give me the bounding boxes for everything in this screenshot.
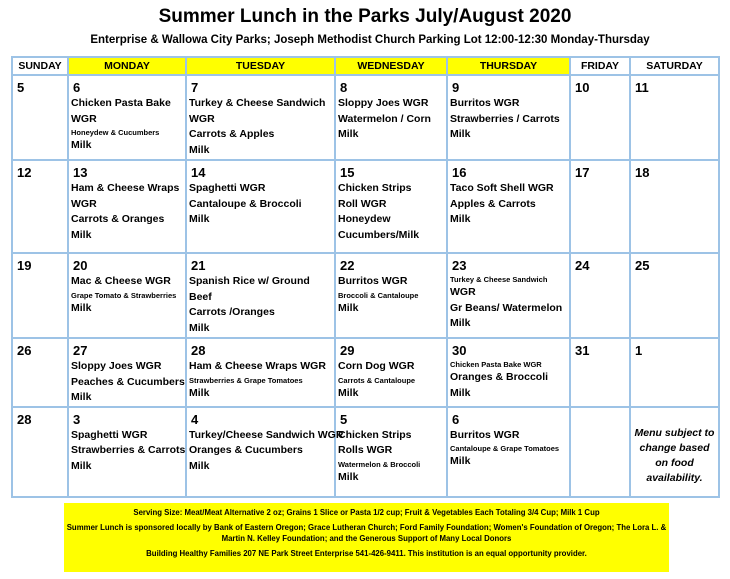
day-number: 28 bbox=[191, 343, 206, 358]
menu-item: Apples & Carrots bbox=[450, 197, 536, 210]
menu-item: Rolls WGR bbox=[338, 444, 393, 456]
menu-item: Oranges & Cucumbers bbox=[189, 444, 303, 456]
menu-item: Chicken Strips bbox=[338, 182, 412, 194]
menu-items bbox=[189, 359, 334, 401]
menu-item: Milk bbox=[338, 386, 359, 399]
menu-item: Spaghetti WGR bbox=[71, 428, 148, 441]
menu-item: Milk bbox=[450, 455, 471, 467]
menu-item: Carrots & Oranges bbox=[71, 213, 165, 225]
menu-item: Grape Tomato & Strawberries bbox=[71, 290, 177, 300]
day-cell-sun bbox=[12, 253, 68, 338]
sponsors-text: Summer Lunch is sponsored locally by Bank of Eastern Oregon; Grace Lutheran Church; Ford Family Foundation; Women's Foundation of Oregon; The Lora L. & Martin N. Kelley Foundation; and the Generous Support of Many Local Donors bbox=[66, 522, 667, 543]
menu-item: Peaches & Cucumbers bbox=[71, 375, 185, 388]
menu-item: Sloppy Joes WGR bbox=[71, 360, 162, 372]
week-row bbox=[12, 253, 719, 338]
day-number: 21 bbox=[191, 258, 206, 273]
day-number: 16 bbox=[452, 165, 467, 180]
menu-item: Carrots /Oranges bbox=[189, 306, 275, 318]
menu-item: Milk bbox=[450, 128, 471, 140]
day-number: 5 bbox=[17, 80, 25, 95]
day-number: 27 bbox=[73, 343, 88, 358]
day-cell-thu bbox=[447, 253, 570, 338]
menu-item: Taco Soft Shell WGR bbox=[450, 182, 554, 194]
menu-items bbox=[189, 428, 344, 475]
menu-item: Burritos WGR bbox=[338, 275, 408, 287]
day-number: 24 bbox=[575, 258, 590, 273]
day-cell-tue bbox=[186, 160, 335, 253]
menu-item: Milk bbox=[189, 213, 210, 225]
day-number: 9 bbox=[452, 80, 460, 95]
day-cell-fri bbox=[570, 253, 630, 338]
day-number: 10 bbox=[575, 80, 590, 95]
menu-items bbox=[338, 428, 446, 486]
weekday-header: MONDAY bbox=[68, 57, 186, 75]
menu-items bbox=[189, 96, 334, 158]
menu-items bbox=[338, 181, 446, 243]
day-cell-sat bbox=[630, 160, 719, 253]
day-cell-fri bbox=[570, 338, 630, 407]
menu-item: Milk bbox=[338, 470, 359, 483]
day-cell-mon bbox=[68, 253, 186, 338]
day-number: 14 bbox=[191, 165, 206, 180]
day-cell-fri bbox=[570, 75, 630, 160]
menu-item: Milk bbox=[450, 386, 471, 399]
week-row bbox=[12, 338, 719, 407]
menu-item: Milk bbox=[450, 317, 471, 329]
day-cell-wed bbox=[335, 338, 447, 407]
menu-item: Milk bbox=[450, 213, 471, 225]
weekday-header: FRIDAY bbox=[570, 57, 630, 75]
day-number: 26 bbox=[17, 343, 32, 358]
day-cell-tue bbox=[186, 338, 335, 407]
day-number: 13 bbox=[73, 165, 88, 180]
day-cell-wed bbox=[335, 407, 447, 497]
day-cell-tue bbox=[186, 75, 335, 160]
day-number: 20 bbox=[73, 258, 88, 273]
weekday-header: TUESDAY bbox=[186, 57, 335, 75]
week-row bbox=[12, 407, 719, 497]
serving-size-text: Serving Size: Meat/Meat Alternative 2 oz; Grains 1 Slice or Pasta 1/2 cup; Fruit & Vegetables Each Totaling 3/4 Cup; Milk 1 Cup bbox=[133, 508, 600, 517]
menu-item: WGR bbox=[450, 286, 476, 298]
weekday-header-row bbox=[12, 57, 719, 75]
day-number: 30 bbox=[452, 343, 467, 358]
day-number: 29 bbox=[340, 343, 355, 358]
menu-item: Milk bbox=[71, 228, 92, 241]
menu-item: Strawberries & Carrots bbox=[71, 444, 186, 456]
day-number: 11 bbox=[635, 80, 649, 95]
menu-item: Carrots & Apples bbox=[189, 128, 275, 140]
day-number: 8 bbox=[340, 80, 348, 95]
menu-item: Honeydew & Cucumbers bbox=[71, 128, 160, 137]
menu-item: Spanish Rice w/ Ground bbox=[189, 275, 310, 287]
contact-text: Building Healthy Families 207 NE Park Street Enterprise 541-426-9411. This institution is an equal opportunity provider. bbox=[146, 548, 587, 558]
weekday-header: SUNDAY bbox=[12, 57, 68, 75]
week-row bbox=[12, 160, 719, 253]
day-number: 1 bbox=[635, 343, 643, 358]
menu-item: WGR bbox=[189, 112, 215, 125]
menu-item: Gr Beans/ Watermelon bbox=[450, 301, 563, 314]
day-cell-mon bbox=[68, 338, 186, 407]
menu-items bbox=[71, 274, 185, 316]
menu-item: Watermelon / Corn bbox=[338, 112, 431, 125]
menu-item: Cucumbers/Milk bbox=[338, 228, 420, 241]
menu-item: Ham & Cheese Wraps bbox=[71, 182, 180, 194]
menu-item: Milk bbox=[71, 391, 92, 403]
day-cell-fri bbox=[570, 407, 630, 497]
menu-item: Ham & Cheese Wraps WGR bbox=[189, 360, 326, 372]
menu-item: Oranges & Broccoli bbox=[450, 371, 549, 383]
menu-item: Strawberries & Grape Tomatoes bbox=[189, 375, 303, 385]
menu-item: Strawberries / Carrots bbox=[450, 112, 560, 125]
page-subtitle: Enterprise & Wallowa City Parks; Joseph Methodist Church Parking Lot 12:00-12:30 Monday-Thursday bbox=[90, 34, 650, 46]
menu-items bbox=[450, 428, 569, 470]
menu-item: Milk bbox=[338, 128, 359, 140]
menu-item: Sloppy Joes WGR bbox=[338, 97, 429, 109]
day-cell-wed bbox=[335, 160, 447, 253]
menu-item: Watermelon & Broccoli bbox=[338, 459, 421, 469]
menu-item: Milk bbox=[189, 459, 210, 472]
day-number: 23 bbox=[452, 258, 467, 273]
menu-note: Menu subject to change based on food availability. bbox=[634, 426, 715, 484]
week-row bbox=[12, 75, 719, 160]
menu-item: Turkey & Cheese Sandwich bbox=[450, 275, 548, 284]
day-number: 6 bbox=[452, 411, 460, 427]
day-number: 6 bbox=[73, 80, 81, 95]
day-cell-sat bbox=[630, 75, 719, 160]
menu-item: Cantaloupe & Grape Tomatoes bbox=[450, 444, 560, 453]
day-cell-thu bbox=[447, 160, 570, 253]
menu-items bbox=[189, 274, 334, 336]
day-cell-mon bbox=[68, 75, 186, 160]
day-number: 5 bbox=[340, 411, 348, 427]
menu-item: Burritos WGR bbox=[450, 428, 520, 441]
menu-item: Turkey & Cheese Sandwich bbox=[189, 97, 326, 109]
menu-item: WGR bbox=[71, 197, 97, 210]
menu-items bbox=[450, 274, 569, 332]
menu-item: Milk bbox=[189, 143, 210, 156]
day-cell-thu bbox=[447, 75, 570, 160]
day-number: 12 bbox=[17, 165, 32, 180]
day-cell-tue bbox=[186, 407, 344, 497]
menu-item: Roll WGR bbox=[338, 197, 387, 210]
menu-item: Mac & Cheese WGR bbox=[71, 275, 171, 287]
day-number: 28 bbox=[17, 411, 32, 427]
day-cell-mon bbox=[68, 407, 186, 497]
day-cell-thu bbox=[447, 407, 570, 497]
weekday-header: THURSDAY bbox=[447, 57, 570, 75]
menu-item: Beef bbox=[189, 290, 212, 303]
menu-item: Milk bbox=[71, 459, 92, 472]
menu-items bbox=[450, 181, 569, 228]
menu-item: Milk bbox=[71, 139, 92, 151]
menu-item: Carrots & Cantaloupe bbox=[338, 375, 416, 385]
menu-item: Spaghetti WGR bbox=[189, 182, 266, 194]
menu-item: WGR bbox=[71, 112, 97, 125]
day-cell-sun bbox=[12, 407, 68, 497]
day-number: 17 bbox=[575, 165, 590, 180]
menu-item: Turkey/Cheese Sandwich WGR bbox=[189, 428, 344, 441]
day-cell-tue bbox=[186, 253, 335, 338]
day-number: 22 bbox=[340, 258, 355, 273]
menu-items bbox=[450, 359, 569, 401]
menu-item: Cantaloupe & Broccoli bbox=[189, 197, 302, 210]
menu-item: Milk bbox=[189, 386, 210, 399]
menu-items bbox=[71, 181, 185, 243]
menu-item: Burritos WGR bbox=[450, 97, 520, 109]
day-cell-mon bbox=[68, 160, 186, 253]
menu-item: Corn Dog WGR bbox=[338, 360, 415, 372]
menu-items bbox=[338, 359, 446, 401]
day-number: 18 bbox=[635, 165, 650, 180]
menu-item: Milk bbox=[189, 321, 210, 334]
menu-item: Chicken Pasta Bake WGR bbox=[450, 360, 542, 369]
day-cell-fri bbox=[570, 160, 630, 253]
menu-items bbox=[71, 359, 185, 406]
day-number: 4 bbox=[191, 411, 199, 427]
weekday-header: SATURDAY bbox=[630, 57, 719, 75]
day-cell-sat bbox=[630, 253, 719, 338]
menu-item: Milk bbox=[338, 301, 359, 314]
menu-items bbox=[338, 274, 446, 316]
day-cell-sun bbox=[12, 75, 68, 160]
day-cell-sat bbox=[630, 407, 719, 497]
day-number: 3 bbox=[73, 411, 81, 427]
day-cell-thu bbox=[447, 338, 570, 407]
day-number: 25 bbox=[635, 258, 650, 273]
day-cell-sun bbox=[12, 160, 68, 253]
weekday-header: WEDNESDAY bbox=[335, 57, 447, 75]
menu-item: Honeydew bbox=[338, 213, 391, 225]
menu-items bbox=[338, 96, 446, 143]
menu-items bbox=[71, 96, 185, 154]
menu-items bbox=[189, 181, 334, 228]
day-number: 15 bbox=[340, 165, 355, 180]
menu-item: Chicken Strips bbox=[338, 428, 412, 441]
day-number: 7 bbox=[191, 80, 199, 95]
day-cell-sun bbox=[12, 338, 68, 407]
day-cell-wed bbox=[335, 75, 447, 160]
day-cell-sat bbox=[630, 338, 719, 407]
day-number: 31 bbox=[575, 343, 590, 358]
page-title: Summer Lunch in the Parks July/August 2020 bbox=[158, 6, 572, 27]
footer-info bbox=[64, 503, 669, 572]
day-number: 19 bbox=[17, 258, 32, 273]
menu-items bbox=[71, 428, 185, 475]
menu-items bbox=[450, 96, 569, 143]
day-cell-wed bbox=[335, 253, 447, 338]
menu-item: Chicken Pasta Bake bbox=[71, 97, 171, 109]
menu-item: Broccoli & Cantaloupe bbox=[338, 290, 419, 300]
calendar-table bbox=[11, 56, 720, 498]
menu-item: Milk bbox=[71, 301, 92, 314]
